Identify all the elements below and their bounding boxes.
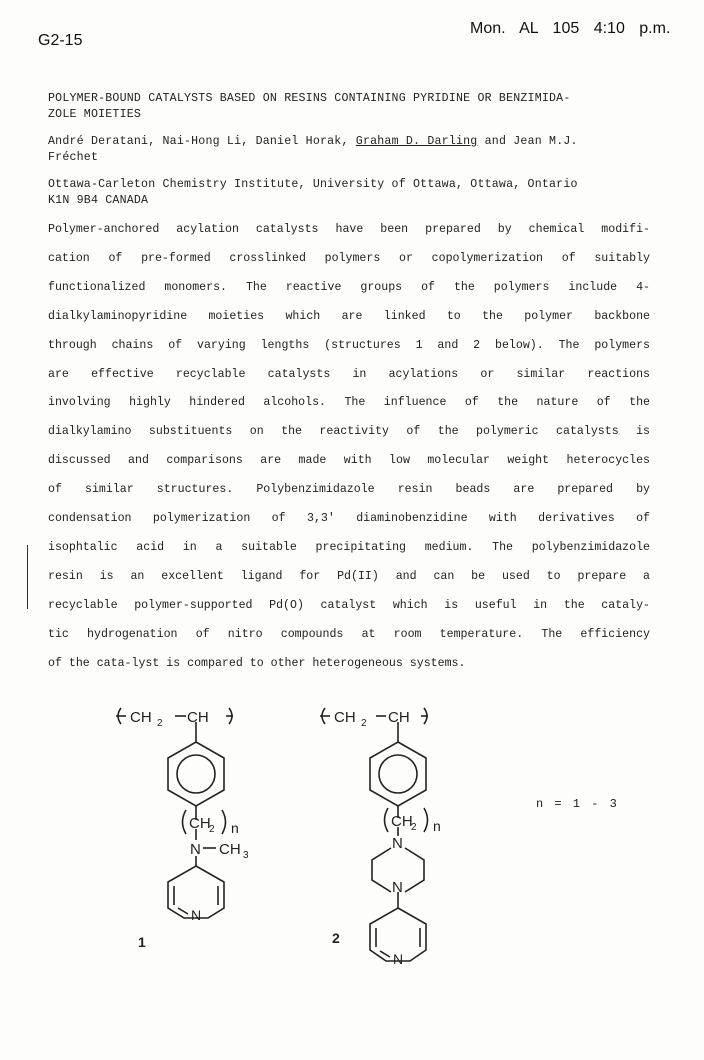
structure-2-chain-sub: 2 [411, 822, 417, 833]
structure-2-chain-ch: CH [391, 813, 413, 830]
authors-line-2: Fréchet [48, 151, 99, 164]
abstract-line: resin is an excellent ligand for Pd(II) and can be used to prepare a [48, 569, 650, 583]
title-line-1: POLYMER-BOUND CATALYSTS BASED ON RESINS CONTAINING PYRIDINE OR BENZIMIDA- [48, 92, 571, 105]
structure-1-label: 1 [138, 934, 146, 950]
structure-1-ch2: CH [130, 709, 152, 726]
affiliation-line-2: K1N 9B4 CANADA [48, 194, 149, 207]
structure-2-chain-n: n [433, 818, 441, 834]
structure-2-piperazine-right [405, 848, 424, 892]
structure-1-ch2-sub: 2 [157, 718, 163, 729]
structure-1-pyridine-n: N [191, 907, 202, 923]
structure-2-aromatic-circle [379, 755, 417, 793]
abstract-line: of similar structures. Polybenzimidazole resin beads are prepared by [48, 483, 650, 497]
abstract-line: recyclable polymer-supported Pd(O) catalyst which is useful in the cataly- [48, 598, 650, 612]
abstract-line: of the cata-lyst is compared to other heterogeneous systems. [48, 656, 466, 670]
structure-2-pyridine-n: N [393, 951, 404, 967]
structure-1-amine-n: N [190, 841, 201, 858]
title-line-2: ZOLE MOIETIES [48, 108, 142, 121]
structure-2-piperazine-n-top: N [392, 835, 403, 852]
structure-1-chain-sub: 2 [209, 824, 215, 835]
abstract-line: involving highly hindered alcohols. The influence of the nature of the [48, 396, 650, 410]
abstract-line: isophtalic acid in a suitable precipitating medium. The polybenzimidazole [48, 540, 650, 554]
abstract-code: G2-15 [38, 32, 83, 49]
abstract-line: discussed and comparisons are made with low molecular weight heterocycles [48, 454, 650, 468]
structure-1-methyl: CH [219, 841, 241, 858]
abstract-line: dialkylaminopyridine moieties which are linked to the polymer backbone [48, 309, 650, 323]
structure-1-methyl-sub: 3 [243, 850, 249, 861]
abstract-line: functionalized monomers. The reactive groups of the polymers include 4- [48, 280, 650, 294]
abstract-line: condensation polymerization of 3,3' diaminobenzidine with derivatives of [48, 512, 650, 525]
abstract-line: through chains of varying lengths (structures 1 and 2 below). The polymers [48, 338, 650, 352]
abstract-line: cation of pre-formed crosslinked polymers or copolymerization of suitably [48, 251, 650, 265]
session-info: Mon. AL 105 4:10 p.m. [470, 20, 671, 37]
structure-1-aromatic-circle [177, 755, 215, 793]
structure-2-piperazine-left [372, 848, 391, 892]
abstract-line: dialkylamino substituents on the reactivity of the polymeric catalysts is [48, 425, 650, 439]
abstract-line: tic hydrogenation of nitro compounds at room temperature. The efficiency [48, 627, 650, 641]
structure-1-ch: CH [187, 709, 209, 726]
authors-line-1: André Deratani, Nai-Hong Li, Daniel Horak, Graham D. Darling and Jean M.J. [48, 135, 578, 148]
structure-1-chain-n: n [231, 820, 239, 836]
structure-2-ch: CH [388, 709, 410, 726]
abstract-line: are effective recyclable catalysts in acylations or similar reactions [48, 367, 650, 381]
affiliation-line-1: Ottawa-Carleton Chemistry Institute, University of Ottawa, Ottawa, Ontario [48, 178, 578, 191]
underlined-author: Graham D. Darling [355, 135, 478, 148]
structure-2-label: 2 [332, 930, 340, 946]
abstract-line: Polymer-anchored acylation catalysts have been prepared by chemical modifi- [48, 223, 650, 236]
structure-2-piperazine-n-bottom: N [392, 879, 403, 896]
n-range-note: n = 1 - 3 [536, 797, 619, 811]
structure-2-ch2-sub: 2 [361, 718, 367, 729]
structure-2-ch2: CH [334, 709, 356, 726]
structure-1-chain-ch: CH [189, 815, 211, 832]
